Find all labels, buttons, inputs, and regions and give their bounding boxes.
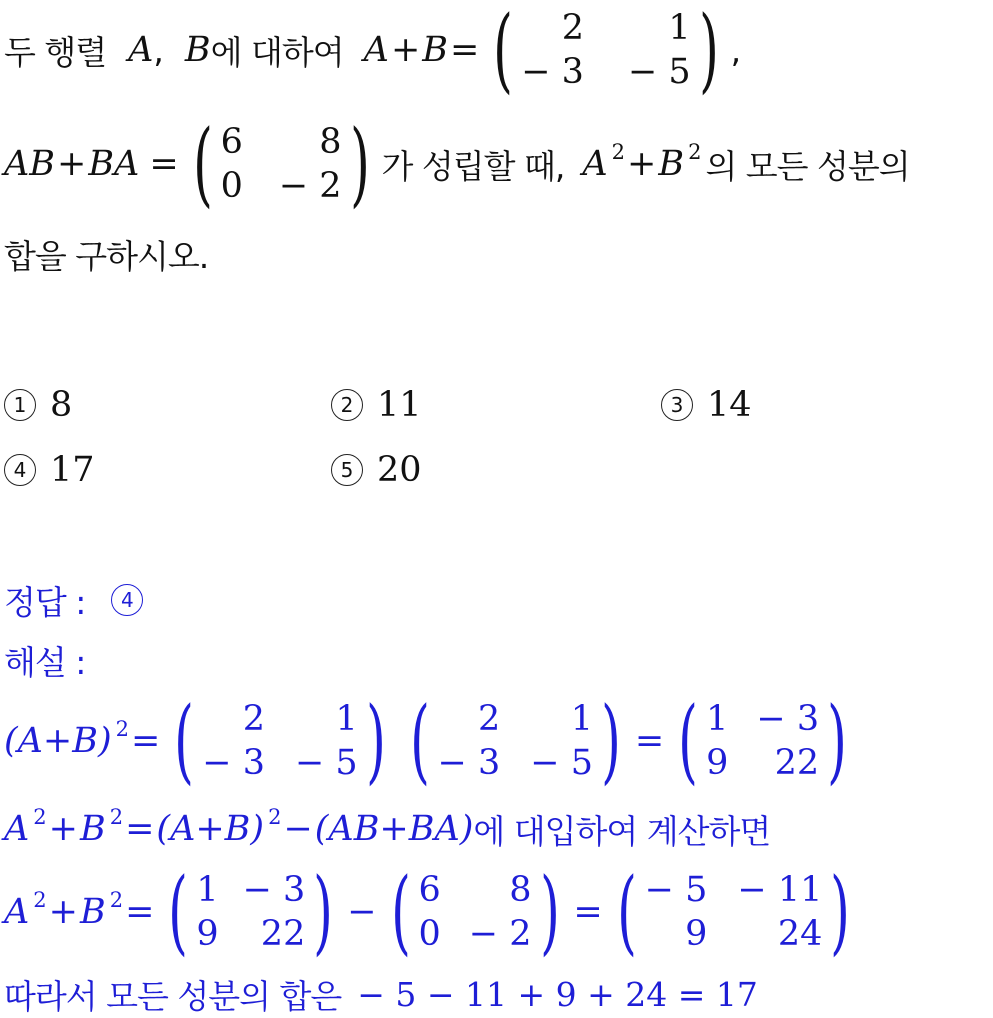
choice-3[interactable] [661,385,752,425]
matrix-cell: 6 [220,122,243,162]
matrix-square-2: ( 1 − 3 9 22 ) [168,858,334,965]
choice-5[interactable] [331,450,422,490]
matrix-cell: − 5 [627,52,691,92]
matrix-cell: − 2 [278,166,342,206]
matrix-b-symbol: B [184,30,211,70]
equals-sign: = [634,721,665,761]
choice-value: 11 [377,385,422,425]
matrix-cell: 2 [561,8,584,48]
solution-label: 해설 : [4,642,86,682]
matrix-cell: − 3 [242,870,306,910]
final-text: 따라서 모든 성분의 합은 [4,976,342,1016]
solution-label-line [4,638,85,682]
choice-value: 8 [50,385,73,425]
equals-sign: = [131,721,161,761]
matrix-cell: − 5 [530,743,593,783]
comma: , [153,30,163,70]
matrix-cell: − 11 [737,870,823,910]
matrix-cell: 22 [260,914,306,954]
equals-sign: = [450,30,480,70]
matrix-sum-a: ( 2 1 − 3 − 5 ) [174,687,386,794]
matrix-cell: − 5 [644,870,708,910]
matrix-cell: 8 [319,122,342,162]
matrix-cell: 24 [777,914,823,954]
solution-line-2: A $^2$ + B $^2$ = (A+B) $^2$ − (AB+BA) 에 대입하여 계산하면 [4,805,771,851]
matrix-square: ( 1 − 3 9 22 ) [678,687,847,794]
matrix-cell: 8 [509,870,532,910]
matrix-cell: 2 [242,699,265,739]
matrix-cell: 1 [335,699,358,739]
expr-sum: (A+B) [156,809,265,849]
choice-value: 14 [707,385,752,425]
solution-text: 에 대입하여 계산하면 [473,811,771,851]
ab-term: AB [4,144,55,184]
matrix-cell: 6 [418,870,441,910]
answer-line [4,578,143,622]
answer-value: 4 [111,584,143,616]
solution-line-3: A $^2$ + B $^2$ = ( 1 − 3 9 22 ) − ( 6 8 0 − 2 ) = ( − 5 − 11 9 24 ) [4,866,862,958]
choice-4[interactable] [4,450,95,490]
a-squared: A [582,144,608,184]
equals-sign: = [149,144,179,184]
problem-text: 가 성립할 때, [381,146,565,186]
matrix-cell: 1 [668,8,691,48]
matrix-cell: 0 [220,166,243,206]
matrix-cell: − 2 [468,914,532,954]
plus-sign: + [57,144,87,184]
matrix-cell: 1 [196,870,219,910]
matrix-cell: − 3 [437,743,501,783]
matrix-cell: − 3 [202,743,265,783]
problem-text: 합을 구하시오. [4,236,209,276]
plus-sign: + [627,144,657,184]
comma: , [730,30,741,70]
circled-number: 1 [4,389,36,421]
matrix-cell: 9 [196,914,219,954]
matrix-cell: 0 [418,914,441,954]
matrix-ab-ba: ( 6 8 0 − 2 ) [192,110,370,217]
matrix-cell: − 3 [756,699,820,739]
sum-b: B [422,30,448,70]
matrix-ab-ba-2: ( 6 8 0 − 2 ) [390,858,560,965]
circled-number: 2 [331,389,363,421]
matrix-sum: ( 2 1 − 3 − 5 ) [493,0,719,103]
expr-lhs: (A+B) [4,721,112,761]
problem-line-2: AB + BA = ( 6 8 0 − 2 ) 가 성립할 때, A $^2$ + B $^2$ 의 모든 성분의 [4,110,910,217]
b-squared: B [658,144,685,184]
problem-line-1 [4,0,741,103]
matrix-cell: 9 [685,914,708,954]
solution-line-1: (A+B) $^2$ = ( 2 1 − 3 − 5 ) ( 2 1 − 3 − 5 ) = ( 1 − 3 9 22 ) [4,696,859,786]
choice-1[interactable] [4,385,72,425]
matrix-cell: 1 [706,699,729,739]
expr-ab-ba: (AB+BA) [314,809,474,849]
problem-text: 에 대하여 [210,32,344,72]
problem-text: 두 행렬 [4,32,107,72]
circled-number: 3 [661,389,693,421]
choice-2[interactable] [331,385,422,425]
matrix-cell: 9 [706,743,729,783]
answer-label: 정답 : [4,582,86,622]
ba-term: BA [88,144,140,184]
a-squared: A [4,809,30,849]
plus-sign: + [390,30,421,70]
problem-line-3 [4,232,208,276]
sum-a: A [363,30,389,70]
final-expr: − 5 − 11 + 9 + 24 = 17 [357,974,758,1014]
matrix-sum-b: ( 2 1 − 3 − 5 ) [409,687,621,794]
problem-text: 의 모든 성분의 [705,146,910,186]
matrix-cell: 22 [774,743,820,783]
matrix-cell: 2 [477,699,501,739]
circled-number: 4 [4,454,36,486]
choice-value: 17 [50,450,95,490]
matrix-a-symbol: A [128,30,154,70]
matrix-cell: − 3 [521,52,584,92]
matrix-cell: − 5 [294,743,358,783]
b-squared: B [79,809,106,849]
solution-final-line [4,972,758,1016]
matrix-result: ( − 5 − 11 9 24 ) [616,858,851,965]
choice-value: 20 [377,450,422,490]
matrix-cell: 1 [570,699,593,739]
circled-number: 5 [331,454,363,486]
